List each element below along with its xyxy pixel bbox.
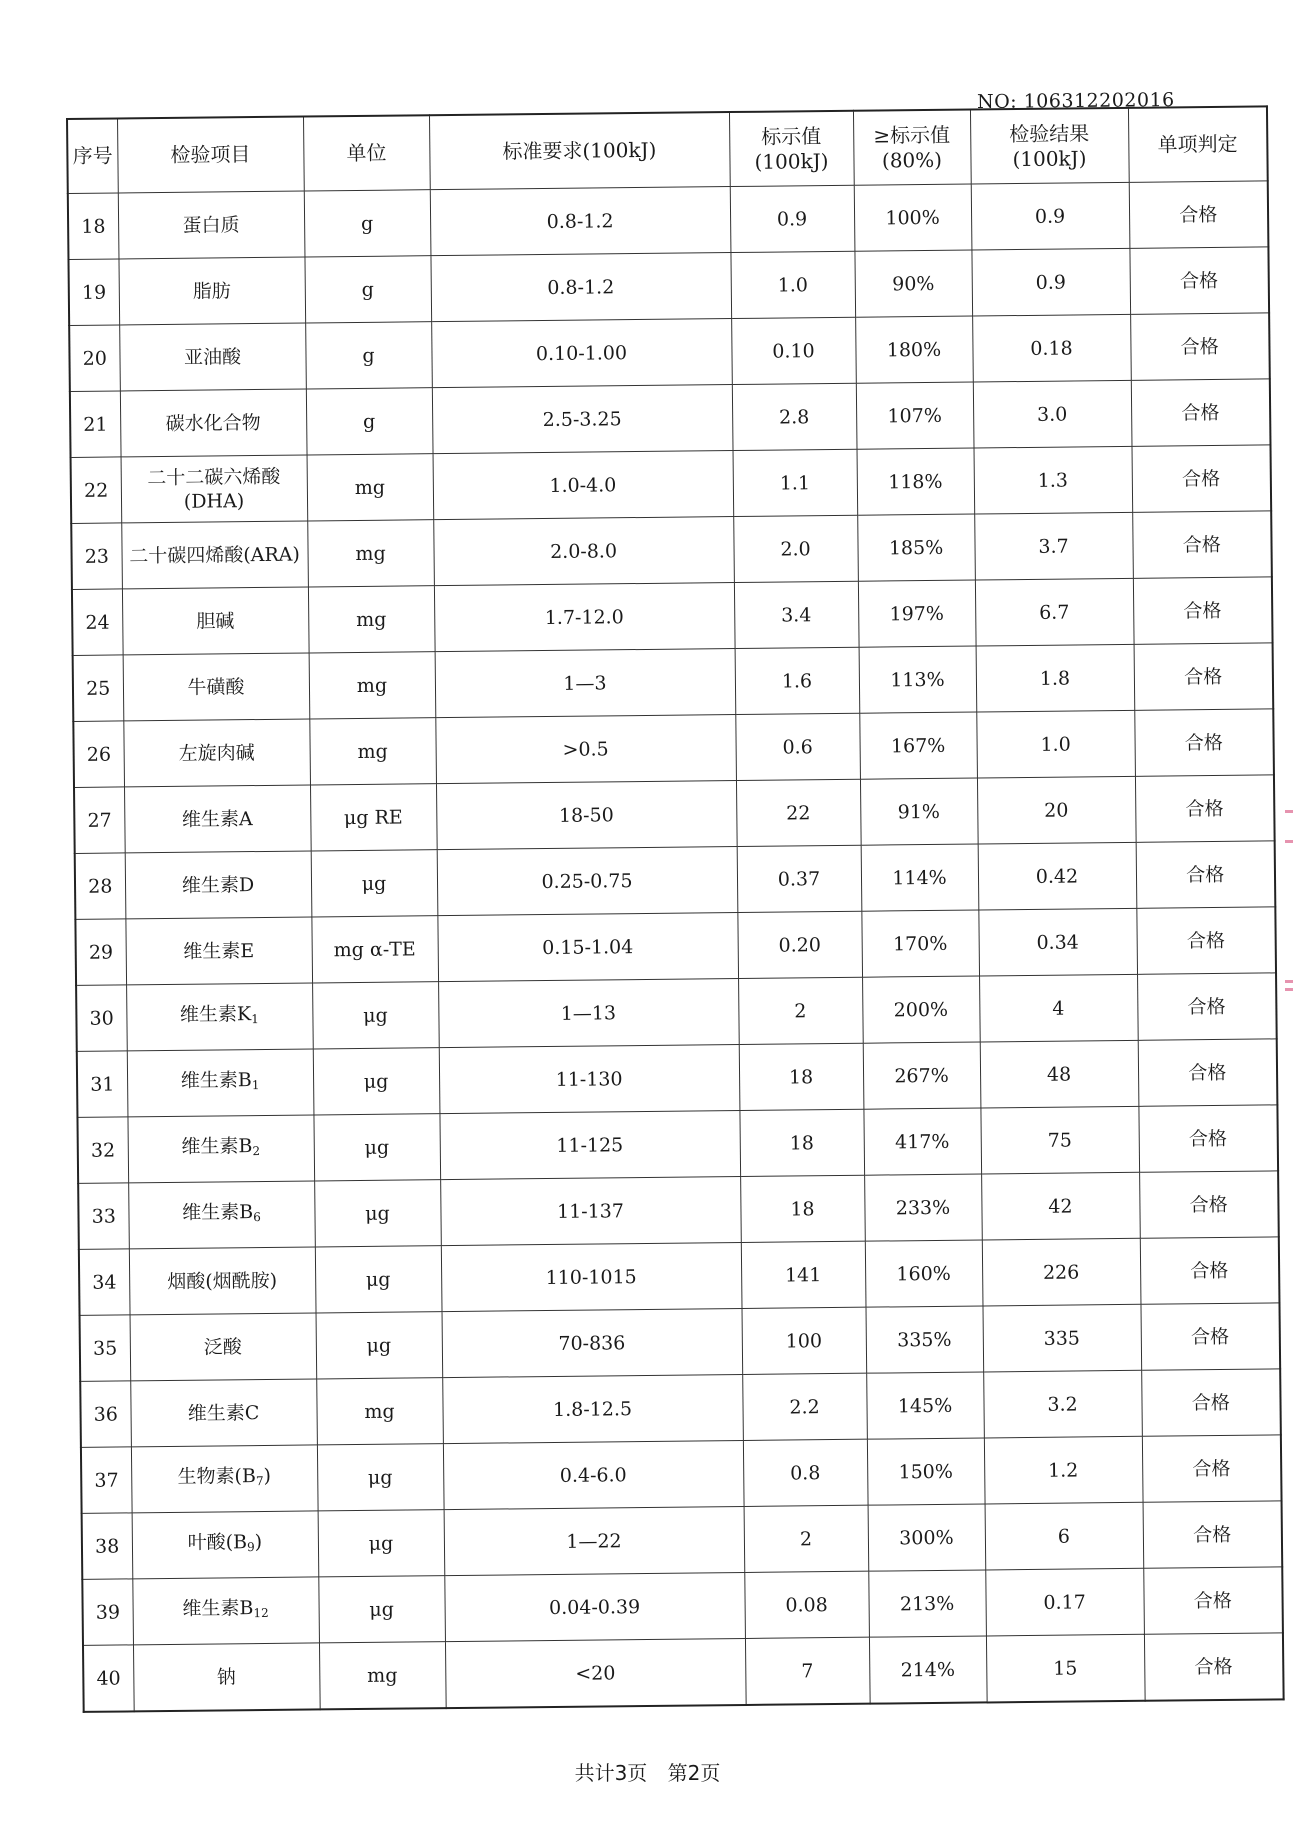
cell-declared: 2.0 <box>733 515 858 582</box>
margin-marks <box>1279 800 1295 1060</box>
cell-standard: 0.25-0.75 <box>437 847 738 916</box>
footer-total-pages: 共计3页 <box>574 1761 648 1785</box>
table-row <box>68 247 1269 326</box>
cell-result: 48 <box>980 1040 1139 1108</box>
inspection-table <box>66 105 1285 1712</box>
cell-item <box>119 323 306 391</box>
cell-percent: 267% <box>863 1042 981 1109</box>
cell-declared: 1.1 <box>733 449 858 516</box>
cell-unit: μg <box>318 1510 445 1577</box>
cell-declared: 7 <box>745 1637 870 1705</box>
cell-declared: 2.8 <box>732 383 857 450</box>
item-name: 维生素B <box>182 1597 254 1620</box>
cell-declared: 3.4 <box>734 581 859 648</box>
table-row <box>82 1501 1283 1580</box>
cell-standard: 2.5-3.25 <box>432 385 733 454</box>
cell-seq: 24 <box>72 589 123 656</box>
cell-result: 0.17 <box>985 1568 1144 1636</box>
footer-current-page: 第2页 <box>667 1761 721 1785</box>
cell-percent: 180% <box>855 316 973 383</box>
cell-seq: 39 <box>82 1579 133 1646</box>
cell-result: 42 <box>981 1172 1140 1240</box>
cell-standard: 1.8-12.5 <box>442 1374 743 1443</box>
report-number-value: 106312202016 <box>1023 88 1175 113</box>
header-result: 检验结果 (100kJ) <box>970 108 1129 184</box>
item-subscript: 6 <box>253 1210 261 1225</box>
cell-result: 226 <box>982 1238 1141 1306</box>
header-judgement: 单项判定 <box>1128 106 1268 182</box>
cell-unit: mg <box>316 1378 443 1445</box>
cell-result: 1.0 <box>976 710 1135 778</box>
table-row <box>76 973 1277 1052</box>
cell-result: 0.18 <box>972 314 1131 382</box>
cell-declared: 0.10 <box>731 317 856 384</box>
table-row <box>80 1369 1281 1448</box>
table-row <box>80 1303 1281 1382</box>
cell-seq: 27 <box>74 787 125 854</box>
cell-percent: 160% <box>865 1240 983 1307</box>
item-name: 维生素B <box>181 1135 253 1158</box>
cell-item <box>130 1313 317 1381</box>
cell-item <box>118 257 305 325</box>
cell-seq: 29 <box>75 919 126 986</box>
cell-seq: 18 <box>68 193 119 260</box>
cell-percent: 233% <box>864 1174 982 1241</box>
cell-item <box>126 983 313 1051</box>
item-subscript: 7 <box>255 1474 264 1489</box>
cell-percent: 417% <box>863 1108 981 1175</box>
cell-unit: mg α-TE <box>311 916 438 983</box>
cell-judgement: 合格 <box>1131 445 1271 512</box>
cell-item <box>129 1247 316 1315</box>
cell-item <box>132 1511 319 1579</box>
cell-standard: 0.8-1.2 <box>430 187 731 256</box>
item-name: 叶酸(B <box>187 1531 248 1554</box>
cell-item <box>130 1379 317 1447</box>
item-name: 维生素D <box>181 873 255 897</box>
table-header-row <box>67 106 1268 193</box>
item-name: 碳水化合物 <box>165 411 261 435</box>
item-name: 烟酸(烟酰胺) <box>167 1269 278 1293</box>
cell-judgement: 合格 <box>1135 775 1275 842</box>
cell-declared: 141 <box>741 1241 866 1308</box>
cell-standard: >0.5 <box>435 715 736 784</box>
table-row <box>75 907 1276 986</box>
cell-unit: mg <box>308 586 435 653</box>
cell-standard: 1.0-4.0 <box>433 451 734 520</box>
cell-percent: 300% <box>868 1504 986 1571</box>
cell-declared: 22 <box>736 779 861 846</box>
cell-unit: μg <box>311 850 438 917</box>
cell-percent: 214% <box>869 1636 987 1704</box>
cell-standard: <20 <box>445 1638 746 1708</box>
item-name: 维生素K <box>179 1003 252 1026</box>
cell-percent: 150% <box>867 1438 985 1505</box>
cell-standard: 0.15-1.04 <box>437 913 738 982</box>
table-row <box>78 1171 1279 1250</box>
item-subscript: 9 <box>247 1540 255 1555</box>
cell-unit: g <box>304 190 431 257</box>
cell-item <box>131 1445 318 1513</box>
item-subscript: 1 <box>251 1078 260 1093</box>
cell-unit: g <box>305 322 432 389</box>
cell-unit: μg <box>312 982 439 1049</box>
cell-unit: μg <box>317 1444 444 1511</box>
cell-seq: 21 <box>70 391 121 458</box>
cell-result: 20 <box>977 776 1136 844</box>
table-row <box>83 1633 1284 1712</box>
cell-result: 6.7 <box>975 578 1134 646</box>
cell-item <box>128 1181 315 1249</box>
cell-item <box>123 653 310 721</box>
cell-unit: mg <box>307 454 434 521</box>
item-subscript: 1 <box>251 1012 259 1027</box>
table-row <box>82 1567 1283 1646</box>
header-declared: 标示值 (100kJ) <box>729 111 854 187</box>
item-name: 二十碳四烯酸(ARA) <box>129 543 300 567</box>
cell-seq: 20 <box>69 325 120 392</box>
item-name: 维生素C <box>187 1401 260 1425</box>
cell-declared: 2.2 <box>742 1373 867 1440</box>
cell-seq: 30 <box>76 985 127 1052</box>
cell-percent: 145% <box>866 1372 984 1439</box>
cell-judgement: 合格 <box>1129 181 1269 248</box>
table-row <box>71 511 1272 590</box>
item-name: 维生素B <box>180 1069 252 1092</box>
cell-declared: 1.6 <box>735 647 860 714</box>
cell-seq: 38 <box>82 1513 133 1580</box>
cell-result: 1.3 <box>974 446 1133 514</box>
item-suffix: ) <box>254 1531 263 1554</box>
table-row <box>75 841 1276 920</box>
cell-seq: 33 <box>78 1183 129 1250</box>
cell-standard: 1—22 <box>444 1506 745 1575</box>
cell-result: 0.34 <box>978 908 1137 976</box>
cell-percent: 213% <box>868 1570 986 1637</box>
cell-judgement: 合格 <box>1130 313 1270 380</box>
header-unit: 单位 <box>303 115 430 191</box>
cell-percent: 167% <box>859 712 977 779</box>
cell-unit: mg <box>309 652 436 719</box>
cell-percent: 197% <box>858 580 976 647</box>
cell-standard: 0.04-0.39 <box>444 1572 745 1641</box>
page-footer <box>0 1757 1295 1786</box>
cell-unit: μg <box>318 1576 445 1643</box>
cell-item <box>133 1643 320 1711</box>
table-row <box>71 445 1272 524</box>
cell-judgement: 合格 <box>1136 841 1276 908</box>
cell-declared: 0.08 <box>744 1571 869 1638</box>
item-subscript: 2 <box>252 1144 261 1159</box>
cell-judgement: 合格 <box>1138 1105 1278 1172</box>
table-row <box>79 1237 1280 1316</box>
cell-percent: 107% <box>856 382 974 449</box>
item-name: 牛磺酸 <box>187 675 245 699</box>
cell-seq: 19 <box>68 259 119 326</box>
cell-declared: 0.20 <box>737 911 862 978</box>
cell-item <box>120 389 307 457</box>
cell-standard: 11-130 <box>439 1045 740 1114</box>
table-row <box>77 1105 1278 1184</box>
cell-unit: mg <box>319 1642 446 1710</box>
cell-declared: 18 <box>739 1043 864 1110</box>
cell-item <box>123 719 310 787</box>
item-name: 二十二碳六烯酸 <box>147 465 281 489</box>
cell-standard: 0.8-1.2 <box>430 253 731 322</box>
item-suffix: (DHA) <box>183 489 245 513</box>
table-row <box>68 181 1269 260</box>
cell-seq: 23 <box>71 523 122 590</box>
cell-result: 1.2 <box>984 1436 1143 1504</box>
cell-unit: μg <box>313 1114 440 1181</box>
cell-percent: 335% <box>865 1306 983 1373</box>
cell-judgement: 合格 <box>1132 511 1272 578</box>
item-name: 左旋肉碱 <box>178 741 255 765</box>
cell-standard: 18-50 <box>436 781 737 850</box>
cell-unit: μg RE <box>310 784 437 851</box>
cell-unit: μg <box>316 1312 443 1379</box>
cell-seq: 34 <box>79 1249 130 1316</box>
item-name: 钠 <box>216 1665 236 1689</box>
cell-percent: 113% <box>859 646 977 713</box>
cell-item <box>124 785 311 853</box>
table-row <box>81 1435 1282 1514</box>
table-row <box>70 379 1271 458</box>
cell-result: 335 <box>982 1304 1141 1372</box>
table-row <box>74 775 1275 854</box>
cell-seq: 31 <box>77 1051 128 1118</box>
cell-item <box>127 1049 314 1117</box>
cell-judgement: 合格 <box>1139 1171 1279 1238</box>
cell-item <box>118 191 305 259</box>
cell-percent: 114% <box>861 844 979 911</box>
cell-seq: 37 <box>81 1447 132 1514</box>
table-body <box>68 181 1284 1712</box>
cell-judgement: 合格 <box>1138 1039 1278 1106</box>
cell-seq: 40 <box>83 1645 134 1712</box>
table-row <box>73 643 1274 722</box>
cell-unit: mg <box>309 718 436 785</box>
cell-declared: 18 <box>740 1175 865 1242</box>
item-name: 维生素B <box>182 1201 254 1224</box>
cell-unit: mg <box>307 520 434 587</box>
table-row <box>69 313 1270 392</box>
cell-result: 3.7 <box>974 512 1133 580</box>
cell-declared: 100 <box>742 1307 867 1374</box>
cell-seq: 25 <box>73 655 124 722</box>
cell-result: 1.8 <box>976 644 1135 712</box>
cell-declared: 18 <box>739 1109 864 1176</box>
table-row <box>72 577 1273 656</box>
cell-standard: 70-836 <box>442 1308 743 1377</box>
cell-item <box>122 587 309 655</box>
inspection-sheet <box>66 105 1283 1712</box>
cell-judgement: 合格 <box>1133 577 1273 644</box>
cell-declared: 1.0 <box>730 251 855 318</box>
cell-standard: 1—3 <box>435 649 736 718</box>
cell-percent: 100% <box>854 184 972 251</box>
cell-seq: 32 <box>77 1117 128 1184</box>
cell-result: 6 <box>985 1502 1144 1570</box>
cell-percent: 90% <box>854 250 972 317</box>
cell-judgement: 合格 <box>1140 1303 1280 1370</box>
cell-unit: g <box>304 256 431 323</box>
cell-result: 15 <box>986 1634 1145 1702</box>
cell-declared: 2 <box>738 977 863 1044</box>
cell-item <box>125 917 312 985</box>
cell-result: 0.9 <box>971 182 1130 250</box>
cell-judgement: 合格 <box>1141 1369 1281 1436</box>
cell-item <box>125 851 312 919</box>
cell-standard: 0.10-1.00 <box>431 319 732 388</box>
cell-seq: 36 <box>80 1381 131 1448</box>
item-subscript: 12 <box>253 1605 269 1621</box>
cell-item <box>132 1577 319 1645</box>
cell-standard: 110-1015 <box>441 1242 742 1311</box>
item-name: 生物素(B <box>177 1465 257 1488</box>
cell-seq: 26 <box>73 721 124 788</box>
item-name: 泛酸 <box>203 1335 242 1359</box>
header-standard: 标准要求(100kJ) <box>429 112 730 190</box>
cell-percent: 200% <box>862 976 980 1043</box>
item-name: 维生素E <box>183 939 255 963</box>
cell-standard: 1.7-12.0 <box>434 583 735 652</box>
cell-result: 3.0 <box>973 380 1132 448</box>
cell-declared: 0.8 <box>743 1439 868 1506</box>
cell-judgement: 合格 <box>1137 973 1277 1040</box>
cell-result: 75 <box>980 1106 1139 1174</box>
cell-seq: 35 <box>80 1315 131 1382</box>
cell-judgement: 合格 <box>1144 1633 1284 1701</box>
cell-result: 4 <box>979 974 1138 1042</box>
item-name: 脂肪 <box>192 279 231 303</box>
cell-declared: 2 <box>744 1505 869 1572</box>
cell-percent: 170% <box>861 910 979 977</box>
cell-result: 0.9 <box>971 248 1130 316</box>
cell-item <box>121 455 308 523</box>
cell-result: 0.42 <box>978 842 1137 910</box>
table-row <box>77 1039 1278 1118</box>
cell-item <box>121 521 308 589</box>
cell-standard: 11-137 <box>440 1176 741 1245</box>
header-item: 检验项目 <box>117 117 304 193</box>
cell-judgement: 合格 <box>1129 247 1269 314</box>
item-suffix: ) <box>263 1464 272 1488</box>
cell-standard: 1—13 <box>438 979 739 1048</box>
cell-unit: μg <box>313 1048 440 1115</box>
report-number-label: NO: <box>976 90 1018 114</box>
cell-declared: 0.9 <box>730 185 855 252</box>
item-name: 维生素A <box>181 807 253 831</box>
cell-unit: μg <box>315 1246 442 1313</box>
cell-standard: 2.0-8.0 <box>433 517 734 586</box>
cell-percent: 118% <box>857 448 975 515</box>
item-name: 蛋白质 <box>182 213 240 237</box>
cell-judgement: 合格 <box>1134 643 1274 710</box>
cell-unit: g <box>306 388 433 455</box>
cell-judgement: 合格 <box>1136 907 1276 974</box>
header-seq: 序号 <box>67 118 118 193</box>
cell-judgement: 合格 <box>1143 1567 1283 1634</box>
cell-item <box>127 1115 314 1183</box>
cell-judgement: 合格 <box>1131 379 1271 446</box>
cell-seq: 22 <box>71 457 122 524</box>
cell-judgement: 合格 <box>1143 1501 1283 1568</box>
cell-percent: 91% <box>860 778 978 845</box>
cell-standard: 11-125 <box>439 1111 740 1180</box>
table-row <box>73 709 1274 788</box>
cell-standard: 0.4-6.0 <box>443 1440 744 1509</box>
item-name: 亚油酸 <box>183 345 242 369</box>
cell-seq: 28 <box>75 853 126 920</box>
item-name: 胆碱 <box>196 609 235 633</box>
cell-percent: 185% <box>857 514 975 581</box>
cell-unit: μg <box>314 1180 441 1247</box>
cell-declared: 0.37 <box>737 845 862 912</box>
header-percent: ≥标示值 (80%) <box>853 110 971 186</box>
cell-judgement: 合格 <box>1140 1237 1280 1304</box>
cell-result: 3.2 <box>983 1370 1142 1438</box>
cell-judgement: 合格 <box>1134 709 1274 776</box>
cell-judgement: 合格 <box>1142 1435 1282 1502</box>
cell-declared: 0.6 <box>735 713 860 780</box>
